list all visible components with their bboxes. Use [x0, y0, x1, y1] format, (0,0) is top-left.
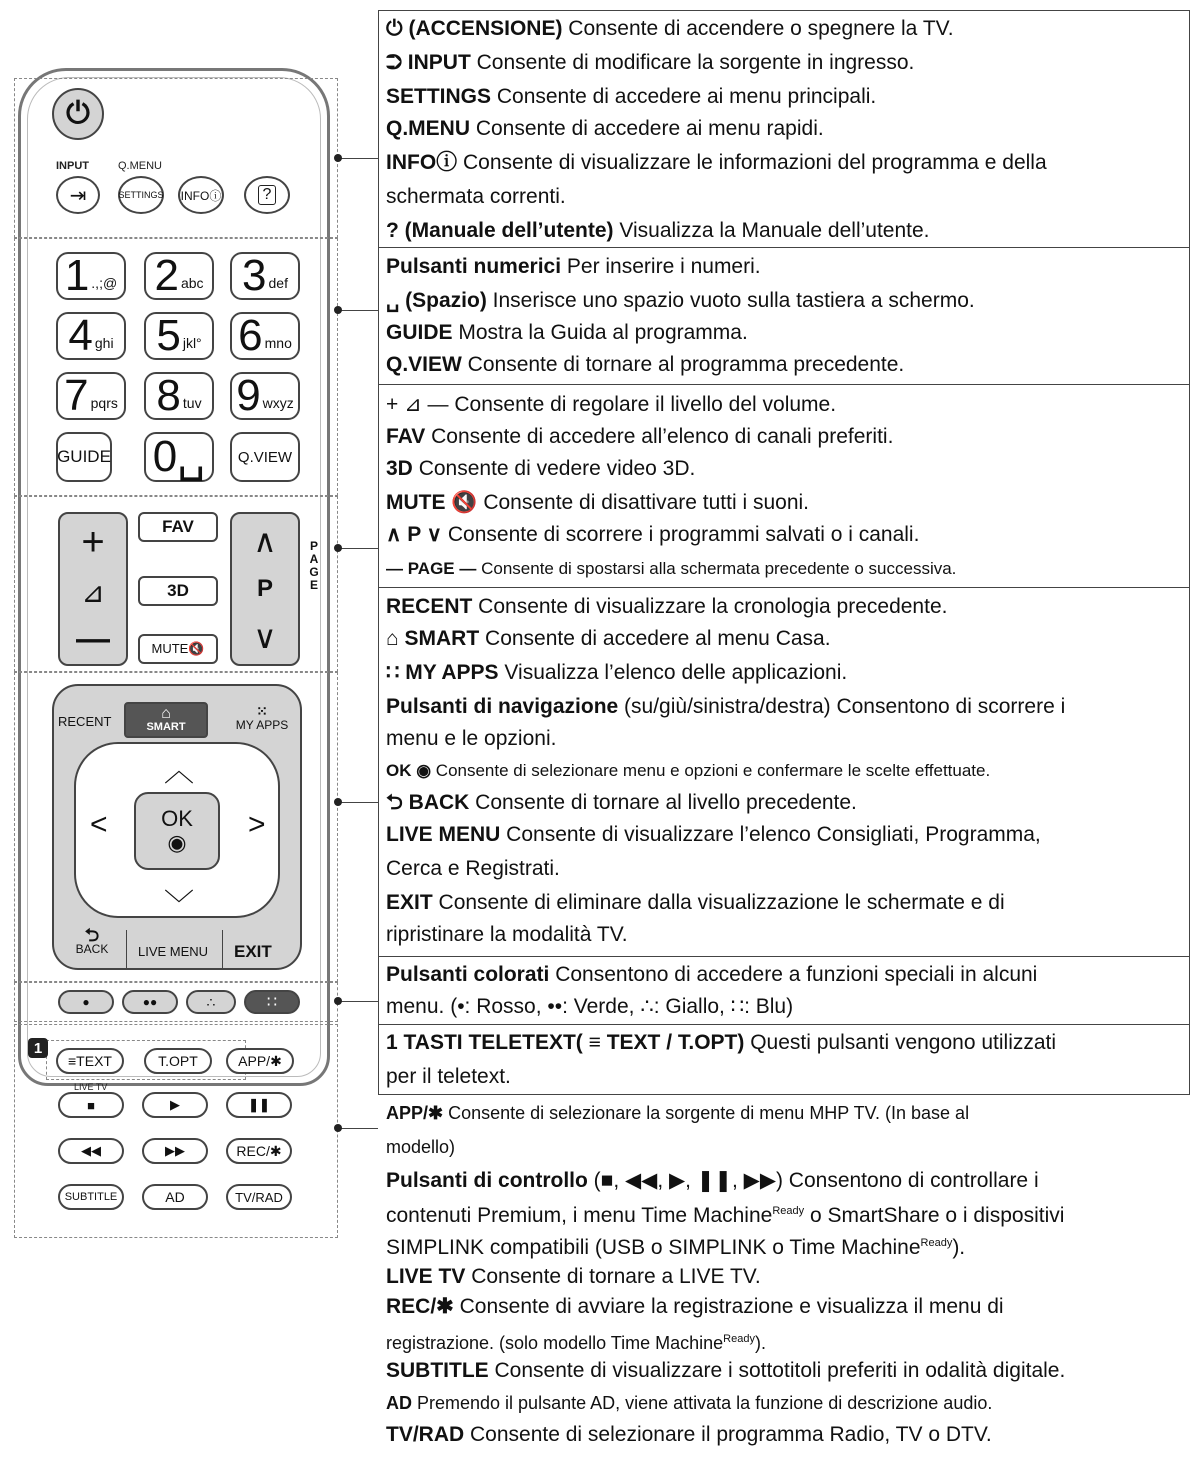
- description-text: Consente di spostarsi alla schermata precedente o successiva.: [476, 559, 957, 578]
- red-button[interactable]: ●: [58, 990, 114, 1014]
- description-term: OK ◉: [386, 761, 432, 780]
- s6-line-9: [386, 1326, 766, 1356]
- s2-line-0: [386, 254, 761, 280]
- description-term: Q.MENU: [386, 117, 470, 140]
- description-text: per il teletext.: [386, 1065, 511, 1088]
- back-button[interactable]: [62, 925, 122, 956]
- channel-down-icon[interactable]: ∨: [253, 619, 277, 656]
- description-term: Q.VIEW: [386, 353, 462, 376]
- volume-up-icon[interactable]: +: [81, 519, 105, 564]
- description-text: Consente di tornare al livello precedente.: [469, 791, 857, 814]
- connector-dot: [334, 997, 342, 1005]
- s5-line-0: [386, 962, 1037, 988]
- guide-button[interactable]: GUIDE: [56, 432, 112, 482]
- description-text: Consente di selezionare la sorgente di menu MHP TV. (In base al: [443, 1103, 970, 1123]
- channel-label: P: [256, 574, 273, 602]
- description-text: Consentono di accedere a funzioni speciali in alcuni: [549, 963, 1038, 986]
- subtitle-button[interactable]: SUBTITLE: [58, 1184, 124, 1210]
- key-digit: 3: [242, 251, 267, 300]
- key-digit: 8: [156, 371, 181, 420]
- description-text: Consente di avviare la registrazione e visualizza il menu di: [453, 1295, 1004, 1318]
- rec-button[interactable]: REC/✱: [226, 1138, 292, 1164]
- zero-button[interactable]: 0␣: [144, 432, 214, 482]
- description-text: + ⊿ — Consente di regolare il livello del volume.: [386, 393, 837, 416]
- number-key-9[interactable]: [230, 372, 300, 420]
- number-key-6[interactable]: [230, 312, 300, 360]
- description-term: APP/✱: [386, 1103, 444, 1123]
- description-text: Consente di visualizzare la cronologia precedente.: [472, 595, 948, 618]
- description-term: INFOⓘ: [386, 151, 458, 174]
- input-button[interactable]: ⇥: [56, 176, 100, 214]
- app-button[interactable]: APP/✱: [226, 1048, 294, 1074]
- description-term: — PAGE —: [386, 559, 477, 578]
- row-divider: [378, 956, 1190, 957]
- s2-line-1: [386, 288, 975, 314]
- connector-dot: [334, 154, 342, 162]
- number-key-3[interactable]: [230, 252, 300, 300]
- description-text: menu. (•: Rosso, ••: Verde, ∴: Giallo, ∷: Blu): [386, 995, 794, 1018]
- description-term: RECENT: [386, 595, 473, 618]
- s6-line-1: [386, 1064, 511, 1090]
- description-text: Consente di tornare a LIVE TV.: [465, 1265, 761, 1288]
- connector-dot: [334, 544, 342, 552]
- pause-button[interactable]: ❚❚: [226, 1092, 292, 1118]
- description-text: Consente di accendere o spegnere la TV.: [562, 17, 954, 40]
- s5-line-1: [386, 994, 793, 1020]
- row-divider: [378, 247, 1190, 248]
- description-term: SUBTITLE: [386, 1359, 489, 1382]
- key-digit: 5: [156, 311, 181, 360]
- s1-line-3: [386, 116, 824, 142]
- description-text: Consente di accedere al menu Casa.: [479, 627, 831, 650]
- s3-line-0: [386, 392, 836, 418]
- exit-button[interactable]: EXIT: [234, 942, 272, 961]
- description-text: Consente di selezionare menu e opzioni e confermare le scelte effettuate.: [431, 761, 991, 780]
- s1-line-2: [386, 84, 876, 110]
- description-term: ␣ (Spazio): [386, 289, 487, 312]
- s1-line-4: [386, 150, 1047, 176]
- s6-line-8: [386, 1294, 1004, 1320]
- text-button[interactable]: ≡TEXT: [56, 1048, 124, 1074]
- s4-line-5: [386, 758, 990, 784]
- key-letters: jkl°: [182, 335, 202, 351]
- description-term: LIVE TV: [386, 1265, 466, 1288]
- description-text: Consente di scorrere i programmi salvati o i canali.: [442, 523, 920, 546]
- s3-line-1: [386, 424, 893, 450]
- green-button[interactable]: ●●: [122, 990, 178, 1014]
- description-text: o SmartShare o i dispositivi: [804, 1204, 1065, 1227]
- smart-label: SMART: [146, 721, 186, 733]
- description-term: Pulsanti di controllo: [386, 1169, 588, 1192]
- info-button[interactable]: INFOⓘ: [178, 176, 224, 214]
- nav-left-icon[interactable]: <: [90, 808, 108, 841]
- page-label: PAGE: [309, 539, 319, 592]
- key-digit: 2: [154, 251, 179, 300]
- row-divider: [378, 1024, 1190, 1025]
- description-term: LIVE MENU: [386, 823, 501, 846]
- qview-button[interactable]: Q.VIEW: [230, 432, 300, 482]
- description-term: REC/✱: [386, 1295, 454, 1318]
- ad-button[interactable]: AD: [142, 1184, 208, 1210]
- description-text: Consente di visualizzare i sottotitoli preferiti in odalità digitale.: [488, 1359, 1066, 1382]
- s4-line-4: [386, 726, 556, 752]
- key-letters: ghi: [94, 335, 114, 351]
- nav-down-icon[interactable]: ﹀: [164, 889, 194, 922]
- key-letters: def: [268, 275, 288, 291]
- key-digit: 6: [238, 311, 263, 360]
- blue-button[interactable]: ∷: [244, 990, 300, 1014]
- power-button[interactable]: ⏻: [52, 88, 104, 140]
- ready-superscript: Ready: [723, 1333, 755, 1345]
- description-term: ⮌ BACK: [386, 791, 470, 814]
- description-text: ).: [754, 1333, 766, 1353]
- description-term: ∷ MY APPS: [386, 661, 499, 684]
- forward-button[interactable]: ▶▶: [142, 1138, 208, 1164]
- description-term: MUTE 🔇: [386, 491, 478, 514]
- s3-line-5: [386, 556, 956, 582]
- key-letters: abc: [180, 275, 204, 291]
- s6-line-0: [386, 1030, 1056, 1056]
- manual-button[interactable]: [244, 176, 290, 214]
- input-label: INPUT: [56, 160, 89, 172]
- key-letters: tuv: [182, 395, 202, 411]
- description-text: Consente di visualizzare l’elenco Consigliati, Programma,: [500, 823, 1041, 846]
- description-text: Per inserire i numeri.: [561, 255, 761, 278]
- channel-up-icon[interactable]: ∧: [253, 522, 277, 559]
- s6-line-2: [386, 1100, 969, 1126]
- s4-line-6: [386, 790, 857, 816]
- connector-line: [338, 802, 378, 803]
- mute-button[interactable]: MUTE🔇: [138, 634, 218, 664]
- volume-down-icon[interactable]: —: [76, 619, 110, 658]
- key-letters: .,;@: [91, 275, 118, 291]
- connector-dot: [334, 306, 342, 314]
- description-term: ∧ P ∨: [386, 523, 443, 546]
- key-letters: wxyz: [262, 395, 294, 411]
- tvrad-button[interactable]: TV/RAD: [226, 1184, 292, 1210]
- connector-line: [338, 1128, 378, 1129]
- description-text: Consente di selezionare il programma Radio, TV o DTV.: [464, 1423, 992, 1446]
- nav-up-icon[interactable]: ︿: [164, 755, 194, 788]
- myapps-label: MY APPS: [235, 718, 289, 732]
- description-text: contenuti Premium, i menu Time Machine: [386, 1204, 773, 1227]
- description-text: Consente di eliminare dalla visualizzazione le schermate e di: [432, 891, 1005, 914]
- s6-line-5: [386, 1198, 1064, 1229]
- s6-line-10: [386, 1358, 1065, 1384]
- s4-line-8: [386, 856, 560, 882]
- volume-rocker[interactable]: [58, 512, 128, 666]
- livetv-label: LIVE TV: [74, 1082, 108, 1092]
- s4-line-10: [386, 922, 628, 948]
- description-text: registrazione. (solo modello Time Machine: [386, 1333, 724, 1353]
- description-text: Premendo il pulsante AD, viene attivata la funzione di descrizione audio.: [412, 1393, 993, 1413]
- ok-label: OK: [161, 806, 193, 831]
- key-digit: 1: [64, 251, 90, 300]
- s4-line-9: [386, 890, 1005, 916]
- s6-line-7: [386, 1264, 761, 1290]
- number-key-5[interactable]: [144, 312, 214, 360]
- description-text: Consente di vedere video 3D.: [412, 457, 696, 480]
- badge-1: 1: [28, 1038, 48, 1058]
- myapps-button[interactable]: [226, 704, 298, 732]
- description-term: GUIDE: [386, 321, 453, 344]
- fav-button[interactable]: FAV: [138, 512, 218, 542]
- description-term: Pulsanti colorati: [386, 963, 550, 986]
- key-digit: 7: [64, 371, 89, 420]
- description-term: ? (Manuale dell’utente): [386, 219, 614, 242]
- s2-line-2: [386, 320, 748, 346]
- description-text: Consente di accedere all’elenco di canali preferiti.: [425, 425, 894, 448]
- yellow-button[interactable]: ∴: [186, 990, 236, 1014]
- description-term: Pulsanti numerici: [386, 255, 562, 278]
- ok-circle-icon: ◉: [167, 830, 187, 855]
- description-text: schermata correnti.: [386, 185, 566, 208]
- key-letters: mno: [264, 335, 292, 351]
- 3d-button[interactable]: 3D: [138, 576, 218, 606]
- description-text: Consente di tornare al programma precedente.: [461, 353, 905, 376]
- s6-line-6: [386, 1230, 965, 1261]
- s1-line-1: [386, 50, 914, 76]
- description-text: menu e le opzioni.: [386, 727, 557, 750]
- description-text: Consente di accedere ai menu principali.: [491, 85, 877, 108]
- description-term: 1 TASTI TELETEXT( ≡ TEXT / T.OPT): [386, 1031, 745, 1054]
- number-key-8[interactable]: [144, 372, 214, 420]
- key-letters: pqrs: [90, 395, 118, 411]
- description-text: modello): [386, 1137, 456, 1157]
- s4-line-7: [386, 822, 1041, 848]
- key-digit: 9: [236, 371, 261, 420]
- home-icon: ⌂: [161, 705, 171, 722]
- play-button[interactable]: ▶: [142, 1092, 208, 1118]
- description-term: EXIT: [386, 891, 433, 914]
- description-text: Inserisce uno spazio vuoto sulla tastiera a schermo.: [486, 289, 975, 312]
- connector-line: [338, 1001, 378, 1002]
- s1-line-6: [386, 218, 930, 244]
- number-key-1[interactable]: [56, 252, 126, 300]
- s3-line-3: [386, 490, 809, 516]
- number-key-7[interactable]: [56, 372, 126, 420]
- back-arrow-icon: ⮌: [84, 925, 100, 945]
- description-text: Consente di modificare la sorgente in ingresso.: [470, 51, 915, 74]
- description-text: ripristinare la modalità TV.: [386, 923, 628, 946]
- key-digit: 4: [68, 311, 93, 360]
- description-text: (■, ◀◀, ▶, ❚❚, ▶▶) Consentono di controllare i: [587, 1169, 1039, 1192]
- description-text: Consente di disattivare tutti i suoni.: [477, 491, 809, 514]
- ready-superscript: Ready: [920, 1237, 953, 1249]
- settings-button[interactable]: SETTINGS: [118, 176, 164, 214]
- ok-button[interactable]: [134, 792, 220, 870]
- rewind-button[interactable]: ◀◀: [58, 1138, 124, 1164]
- topt-button[interactable]: T.OPT: [144, 1048, 212, 1074]
- connector-line: [338, 158, 378, 159]
- description-term: AD: [386, 1393, 412, 1413]
- s4-line-2: [386, 660, 847, 686]
- description-text: Questi pulsanti vengono utilizzati: [744, 1031, 1057, 1054]
- connector-line: [338, 310, 378, 311]
- s6-line-11: [386, 1390, 992, 1416]
- help-icon: ?: [258, 185, 277, 205]
- back-label: BACK: [75, 942, 109, 956]
- description-text: Consente di accedere ai menu rapidi.: [470, 117, 824, 140]
- recent-button[interactable]: RECENT: [58, 714, 112, 729]
- s6-line-4: [386, 1168, 1039, 1194]
- connector-line: [338, 548, 378, 549]
- channel-rocker[interactable]: [230, 512, 300, 666]
- s6-line-12: [386, 1422, 992, 1448]
- description-term: FAV: [386, 425, 426, 448]
- description-term: SETTINGS: [386, 85, 492, 108]
- smart-button[interactable]: [124, 702, 208, 738]
- number-key-4[interactable]: [56, 312, 126, 360]
- s1-line-0: [386, 16, 954, 42]
- livetv-stop-button[interactable]: ■: [58, 1092, 124, 1118]
- s3-line-4: [386, 522, 919, 548]
- description-text: (su/giù/sinistra/destra) Consentono di scorrere i: [618, 695, 1066, 718]
- description-text: Visualizza la Manuale dell’utente.: [613, 219, 930, 242]
- description-term: ⮊ INPUT: [386, 51, 471, 74]
- number-key-2[interactable]: [144, 252, 214, 300]
- connector-dot: [334, 798, 342, 806]
- ready-superscript: Ready: [772, 1205, 805, 1217]
- divider: [126, 930, 127, 970]
- row-divider: [378, 587, 1190, 588]
- apps-grid-icon: ⁙: [256, 703, 268, 719]
- s4-line-1: [386, 626, 831, 652]
- livemenu-button[interactable]: LIVE MENU: [138, 944, 209, 959]
- description-text: Visualizza l’elenco delle applicazioni.: [498, 661, 848, 684]
- description-text: Consente di visualizzare le informazioni del programma e della: [457, 151, 1047, 174]
- description-text: Mostra la Guida al programma.: [452, 321, 748, 344]
- s2-line-3: [386, 352, 904, 378]
- s4-line-3: [386, 694, 1065, 720]
- description-text: Cerca e Registrati.: [386, 857, 560, 880]
- description-term: Pulsanti di navigazione: [386, 695, 619, 718]
- description-text: SIMPLINK compatibili (USB o SIMPLINK o Time Machine: [386, 1236, 921, 1259]
- s6-line-3: [386, 1134, 455, 1160]
- nav-right-icon[interactable]: >: [248, 808, 266, 841]
- divider: [222, 930, 223, 970]
- s1-line-5: [386, 184, 566, 210]
- description-text: ).: [952, 1236, 966, 1259]
- s4-line-0: [386, 594, 947, 620]
- s3-line-2: [386, 456, 695, 482]
- qmenu-label: Q.MENU: [118, 160, 162, 172]
- description-term: ⏻ (ACCENSIONE): [386, 17, 563, 40]
- description-term: ⌂ SMART: [386, 627, 480, 650]
- connector-dot: [334, 1124, 342, 1132]
- description-term: 3D: [386, 457, 413, 480]
- description-term: TV/RAD: [386, 1423, 465, 1446]
- volume-icon: ⊿: [81, 576, 105, 608]
- row-divider: [378, 384, 1190, 385]
